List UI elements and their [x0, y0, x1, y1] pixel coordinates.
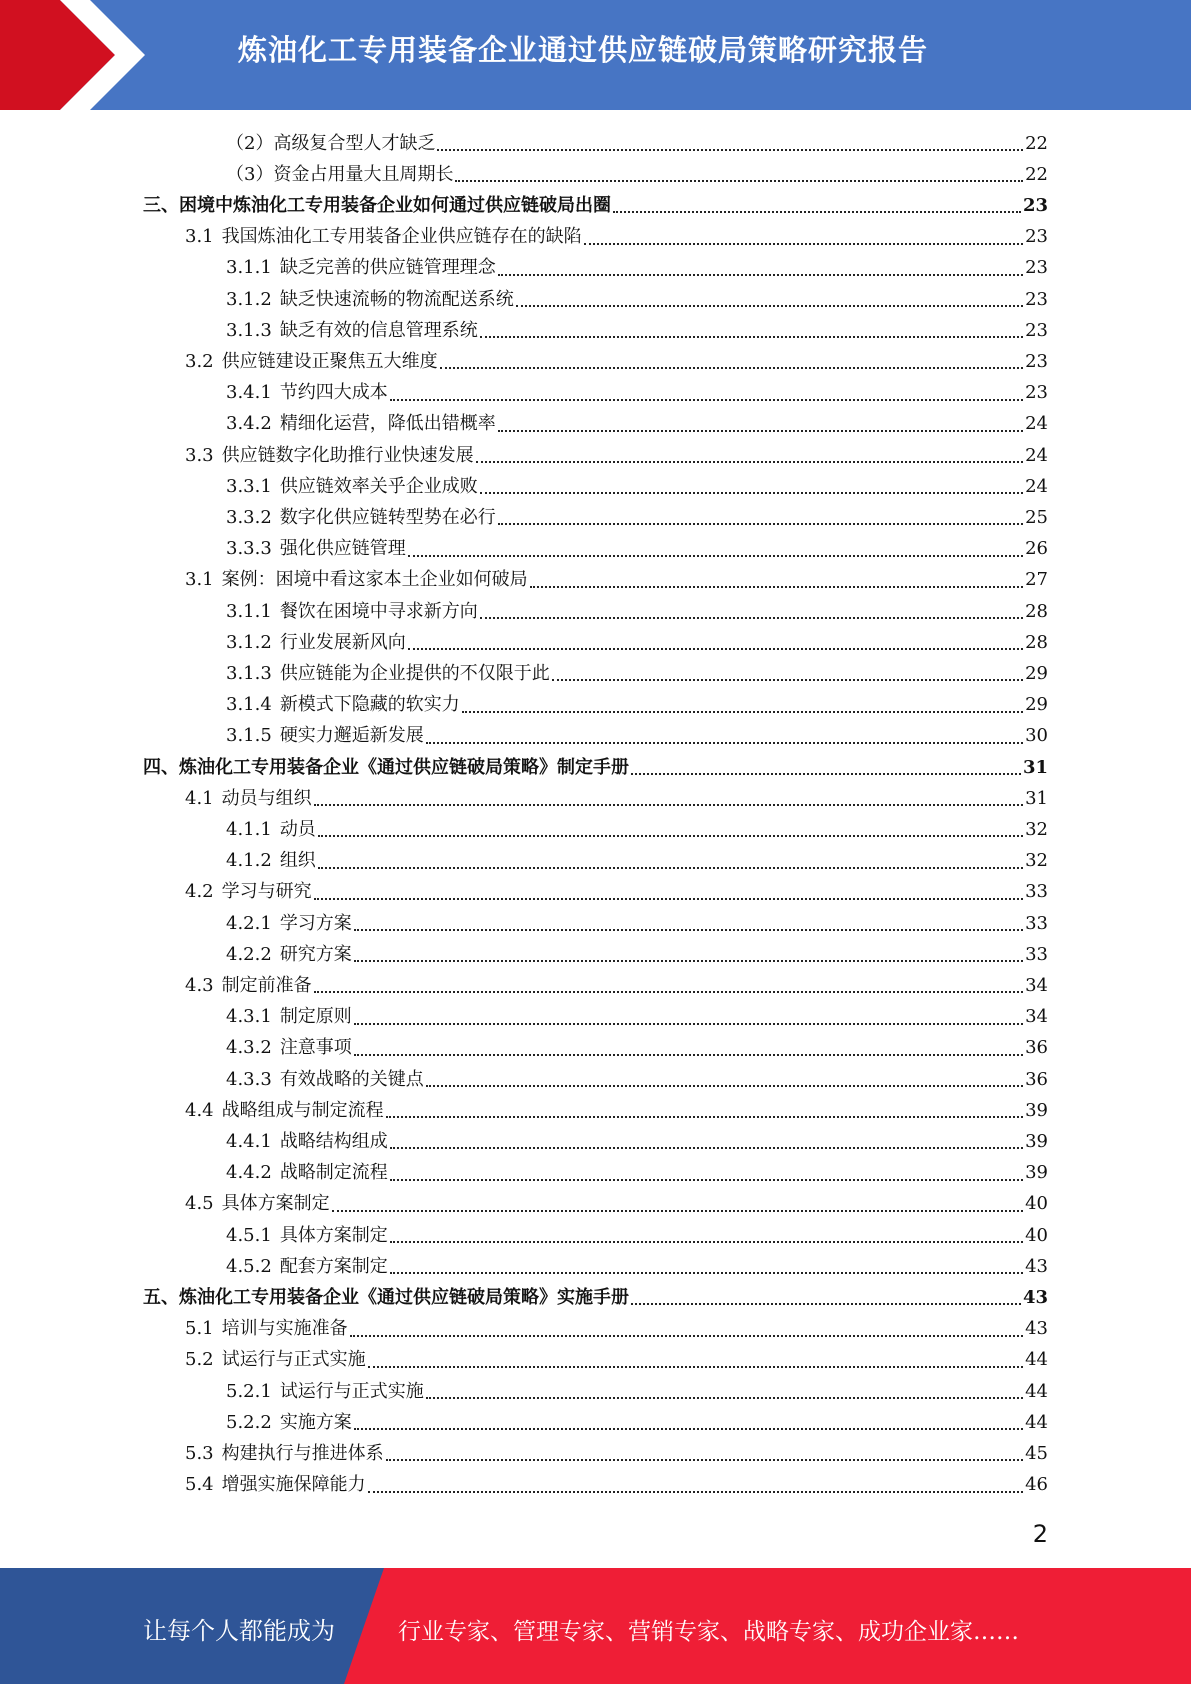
toc-entry-page: 23	[1025, 319, 1048, 341]
toc-dot-leader	[332, 1210, 1023, 1212]
toc-entry-page: 23	[1025, 226, 1048, 248]
toc-dot-leader	[530, 586, 1023, 588]
toc-entry-title: 供应链效率关乎企业成败	[279, 475, 478, 497]
toc-entry-number: 3.4.2	[226, 413, 272, 435]
toc-entry-page: 34	[1025, 974, 1048, 996]
toc-entry[interactable]	[185, 1189, 1048, 1220]
toc-entry-title: 组织	[279, 850, 316, 872]
toc-entry-number: 3.3.2	[226, 506, 272, 528]
toc-entry-title: 学习方案	[279, 912, 352, 934]
toc-dot-leader	[408, 555, 1023, 557]
toc-dot-leader	[498, 430, 1023, 432]
toc-entry-title: 具体方案制定	[279, 1224, 388, 1246]
toc-entry[interactable]	[226, 1220, 1048, 1251]
toc-dot-leader	[368, 1491, 1023, 1493]
toc-entry-number: 3.1.1	[226, 600, 272, 622]
toc-entry[interactable]	[226, 658, 1048, 689]
toc-dot-leader	[584, 243, 1023, 245]
toc-entry[interactable]	[185, 1470, 1048, 1501]
toc-dot-leader	[440, 367, 1023, 369]
toc-entry-number: 4.2	[185, 881, 214, 903]
toc-entry-number: 5.4	[185, 1474, 214, 1496]
toc-entry-page: 33	[1025, 943, 1048, 965]
toc-dot-leader	[426, 1397, 1023, 1399]
toc-dot-leader	[631, 1303, 1021, 1305]
toc-dot-leader	[613, 211, 1021, 213]
toc-dot-leader	[480, 492, 1023, 494]
toc-entry-title: 试运行与正式实施	[221, 1349, 366, 1371]
toc-entry[interactable]	[185, 877, 1048, 908]
toc-entry-page: 34	[1025, 1006, 1048, 1028]
toc-entry[interactable]	[185, 970, 1048, 1001]
toc-entry-number: 4.2.1	[226, 912, 272, 934]
toc-entry-page: 31	[1022, 756, 1048, 778]
toc-entry-title: 餐饮在困境中寻求新方向	[279, 600, 478, 622]
toc-entry-page: 25	[1025, 506, 1048, 528]
toc-entry[interactable]	[226, 409, 1048, 440]
toc-entry[interactable]	[226, 721, 1048, 752]
toc-entry-page: 32	[1025, 850, 1048, 872]
toc-entry[interactable]	[185, 440, 1048, 471]
toc-entry-title: 五、炼油化工专用装备企业《通过供应链破局策略》实施手册	[143, 1286, 629, 1308]
toc-entry-page: 39	[1025, 1162, 1048, 1184]
toc-entry-title: 供应链能为企业提供的不仅限于此	[279, 662, 550, 684]
toc-entry-page: 29	[1025, 662, 1048, 684]
toc-dot-leader	[426, 1085, 1023, 1087]
toc-dot-leader	[480, 336, 1023, 338]
toc-entry-number: 4.3.2	[226, 1037, 272, 1059]
toc-entry-number: 3.3.3	[226, 538, 272, 560]
toc-entry-page: 23	[1025, 257, 1048, 279]
toc-entry-page: 32	[1025, 818, 1048, 840]
toc-dot-leader	[462, 711, 1023, 713]
toc-entry-number: 4.5.1	[226, 1224, 272, 1246]
toc-entry[interactable]	[226, 1407, 1048, 1438]
toc-entry-title: 硬实力邂逅新发展	[279, 725, 424, 747]
toc-entry-title: 缺乏快速流畅的物流配送系统	[279, 288, 514, 310]
toc-entry-number: 3.4.1	[226, 382, 272, 404]
toc-entry[interactable]	[226, 1033, 1048, 1064]
toc-entry-page: 24	[1025, 475, 1048, 497]
toc-entry[interactable]	[226, 315, 1048, 346]
toc-entry[interactable]	[226, 128, 1048, 159]
toc-entry-page: 40	[1025, 1224, 1048, 1246]
toc-dot-leader	[314, 991, 1023, 993]
toc-entry-number: 4.1	[185, 787, 214, 809]
toc-dot-leader	[318, 835, 1023, 837]
toc-entry-title: 有效战略的关键点	[279, 1068, 424, 1090]
toc-entry-page: 31	[1025, 787, 1048, 809]
toc-entry-title: 试运行与正式实施	[279, 1380, 424, 1402]
report-title: 炼油化工专用装备企业通过供应链破局策略研究报告	[238, 33, 929, 67]
toc-entry-title: 数字化供应链转型势在必行	[279, 506, 496, 528]
toc-dot-leader	[498, 523, 1023, 525]
toc-entry[interactable]	[226, 284, 1048, 315]
toc-entry-number: 3.3.1	[226, 475, 272, 497]
toc-entry-number: 4.1.2	[226, 850, 272, 872]
toc-entry[interactable]	[226, 1251, 1048, 1282]
toc-dot-leader	[354, 1428, 1023, 1430]
toc-entry-number: 5.2.2	[226, 1411, 272, 1433]
footer-roles: 行业专家、管理专家、营销专家、战略专家、成功企业家……	[398, 1619, 1019, 1645]
toc-entry-number: 5.3	[185, 1442, 214, 1464]
toc-entry-number: 5.1	[185, 1318, 214, 1340]
toc-dot-leader	[354, 1023, 1023, 1025]
toc-entry-page: 23	[1022, 194, 1048, 216]
toc-entry-number: 3.1	[185, 226, 214, 248]
toc-entry[interactable]	[143, 190, 1048, 221]
toc-entry-page: 43	[1025, 1255, 1048, 1277]
toc-entry-number: 3.1.3	[226, 319, 272, 341]
toc-entry-title: 案例：困境中看这家本土企业如何破局	[221, 569, 528, 591]
toc-entry-number: 3.2	[185, 350, 214, 372]
toc-entry-number: 5.2.1	[226, 1380, 272, 1402]
toc-dot-leader	[314, 898, 1023, 900]
toc-entry[interactable]	[185, 1314, 1048, 1345]
toc-entry-page: 44	[1025, 1411, 1048, 1433]
toc-entry-page: 43	[1025, 1318, 1048, 1340]
toc-entry-title: 动员与组织	[221, 787, 312, 809]
toc-entry-number: 5.2	[185, 1349, 214, 1371]
toc-entry-title: 注意事项	[279, 1037, 352, 1059]
toc-entry[interactable]	[143, 1282, 1048, 1313]
toc-entry-page: 28	[1025, 631, 1048, 653]
toc-entry-title: 制定前准备	[221, 974, 312, 996]
toc-entry[interactable]	[226, 1064, 1048, 1095]
toc-entry-page: 44	[1025, 1380, 1048, 1402]
toc-dot-leader	[408, 648, 1023, 650]
toc-entry[interactable]	[185, 783, 1048, 814]
toc-entry-title: 动员	[279, 818, 316, 840]
toc-entry-title: 战略制定流程	[279, 1162, 388, 1184]
toc-entry-title: 我国炼油化工专用装备企业供应链存在的缺陷	[221, 226, 582, 248]
toc-entry-title: 增强实施保障能力	[221, 1474, 366, 1496]
toc-dot-leader	[498, 274, 1023, 276]
toc-dot-leader	[480, 617, 1023, 619]
toc-entry-number: 3.3	[185, 444, 214, 466]
toc-entry-page: 33	[1025, 912, 1048, 934]
toc-entry-page: 22	[1025, 132, 1048, 154]
toc-dot-leader	[354, 1054, 1023, 1056]
toc-entry[interactable]	[226, 534, 1048, 565]
toc-dot-leader	[368, 1366, 1023, 1368]
toc-entry-page: 39	[1025, 1130, 1048, 1152]
toc-entry[interactable]	[226, 596, 1048, 627]
toc-entry-title: （2）高级复合型人才缺乏	[226, 132, 436, 154]
toc-entry[interactable]	[226, 253, 1048, 284]
toc-entry-title: 学习与研究	[221, 881, 312, 903]
toc-entry-number: 4.4	[185, 1099, 214, 1121]
toc-entry-page: 40	[1025, 1193, 1048, 1215]
toc-dot-leader	[318, 867, 1023, 869]
toc-dot-leader	[350, 1335, 1023, 1337]
toc-entry-title: 三、困境中炼油化工专用装备企业如何通过供应链破局出圈	[143, 194, 611, 216]
toc-entry-page: 28	[1025, 600, 1048, 622]
toc-entry[interactable]	[226, 814, 1048, 845]
toc-entry-title: 战略结构组成	[279, 1130, 388, 1152]
toc-entry[interactable]	[226, 846, 1048, 877]
toc-dot-leader	[354, 929, 1023, 931]
toc-entry-page: 22	[1025, 163, 1048, 185]
toc-entry-page: 27	[1025, 569, 1048, 591]
footer-banner	[0, 1568, 1191, 1684]
toc-dot-leader	[552, 679, 1023, 681]
toc-entry-number: 3.1.2	[226, 631, 272, 653]
toc-dot-leader	[631, 773, 1021, 775]
toc-entry-title: 具体方案制定	[221, 1193, 330, 1215]
toc-entry-number: 4.3	[185, 974, 214, 996]
toc-entry-number: 4.1.1	[226, 818, 272, 840]
toc-entry[interactable]	[226, 1002, 1048, 1033]
toc-entry-number: 4.4.2	[226, 1162, 272, 1184]
toc-entry[interactable]	[185, 1438, 1048, 1469]
toc-entry-title: 四、炼油化工专用装备企业《通过供应链破局策略》制定手册	[143, 756, 629, 778]
toc-entry-number: 3.1	[185, 569, 214, 591]
toc-dot-leader	[426, 742, 1023, 744]
toc-entry-page: 23	[1025, 288, 1048, 310]
toc-entry[interactable]	[226, 908, 1048, 939]
toc-dot-leader	[476, 461, 1023, 463]
toc-dot-leader	[314, 804, 1023, 806]
toc-entry[interactable]	[185, 565, 1048, 596]
toc-entry[interactable]	[226, 378, 1048, 409]
toc-entry[interactable]	[226, 471, 1048, 502]
toc-entry-title: 供应链建设正聚焦五大维度	[221, 350, 438, 372]
toc-dot-leader	[516, 305, 1023, 307]
toc-entry-page: 46	[1025, 1474, 1048, 1496]
header-banner	[0, 0, 1191, 110]
toc-entry-title: 研究方案	[279, 943, 352, 965]
toc-entry-number: 4.4.1	[226, 1130, 272, 1152]
toc-entry-title: 缺乏完善的供应链管理理念	[279, 257, 496, 279]
toc-entry-title: 缺乏有效的信息管理系统	[279, 319, 478, 341]
toc-entry-page: 23	[1025, 382, 1048, 404]
toc-entry-page: 26	[1025, 538, 1048, 560]
toc-entry-number: 3.1.2	[226, 288, 272, 310]
toc-entry-page: 29	[1025, 694, 1048, 716]
toc-entry-title: 培训与实施准备	[221, 1318, 348, 1340]
toc-entry-number: 3.1.1	[226, 257, 272, 279]
toc-entry[interactable]	[226, 690, 1048, 721]
toc-entry-title: 行业发展新风向	[279, 631, 406, 653]
toc-entry-title: 新模式下隐藏的软实力	[279, 694, 460, 716]
toc-dot-leader	[354, 960, 1023, 962]
toc-entry-title: 供应链数字化助推行业快速发展	[221, 444, 474, 466]
toc-entry-page: 39	[1025, 1099, 1048, 1121]
toc-entry-number: 4.5.2	[226, 1255, 272, 1277]
toc-entry-page: 30	[1025, 725, 1048, 747]
toc-entry-title: 实施方案	[279, 1411, 352, 1433]
toc-entry-number: 4.2.2	[226, 943, 272, 965]
toc-entry-page: 43	[1022, 1286, 1048, 1308]
toc-entry[interactable]	[226, 1158, 1048, 1189]
toc-dot-leader	[455, 180, 1023, 182]
footer-slogan: 让每个人都能成为	[143, 1617, 335, 1645]
toc-dot-leader	[390, 399, 1023, 401]
toc-entry[interactable]	[226, 1376, 1048, 1407]
toc-entry-title: 精细化运营，降低出错概率	[279, 413, 496, 435]
toc-entry[interactable]	[143, 752, 1048, 783]
toc-entry[interactable]	[226, 502, 1048, 533]
toc-entry[interactable]	[226, 627, 1048, 658]
toc-entry-page: 44	[1025, 1349, 1048, 1371]
toc-entry-title: 战略组成与制定流程	[221, 1099, 384, 1121]
toc-dot-leader	[390, 1241, 1023, 1243]
toc-entry-number: 4.3.3	[226, 1068, 272, 1090]
toc-entry-page: 33	[1025, 881, 1048, 903]
toc-entry-number: 3.1.4	[226, 694, 272, 716]
toc-entry[interactable]	[185, 1345, 1048, 1376]
toc-entry-page: 36	[1025, 1037, 1048, 1059]
toc-entry-page: 24	[1025, 444, 1048, 466]
toc-entry-title: （3）资金占用量大且周期长	[226, 163, 454, 185]
toc-entry[interactable]	[226, 939, 1048, 970]
toc-dot-leader	[390, 1179, 1023, 1181]
toc-entry-title: 强化供应链管理	[279, 538, 406, 560]
toc-entry-title: 制定原则	[279, 1006, 352, 1028]
toc-dot-leader	[386, 1459, 1023, 1461]
toc-dot-leader	[390, 1147, 1023, 1149]
toc-entry-number: 3.1.5	[226, 725, 272, 747]
toc-entry-title: 节约四大成本	[279, 382, 388, 404]
toc-entry-page: 45	[1025, 1442, 1048, 1464]
toc-entry-title: 配套方案制定	[279, 1255, 388, 1277]
toc-entry-title: 构建执行与推进体系	[221, 1442, 384, 1464]
toc-entry[interactable]	[226, 1126, 1048, 1157]
toc-dot-leader	[386, 1116, 1023, 1118]
toc-entry[interactable]	[185, 222, 1048, 253]
toc-entry-number: 3.1.3	[226, 662, 272, 684]
toc-entry-page: 36	[1025, 1068, 1048, 1090]
toc-dot-leader	[437, 149, 1023, 151]
toc-entry-number: 4.3.1	[226, 1006, 272, 1028]
toc-entry-number: 4.5	[185, 1193, 214, 1215]
toc-entry[interactable]	[185, 1095, 1048, 1126]
toc-entry[interactable]	[226, 159, 1048, 190]
toc-entry[interactable]	[185, 346, 1048, 377]
toc-entry-page: 24	[1025, 413, 1048, 435]
toc-dot-leader	[390, 1272, 1023, 1274]
toc-entry-page: 23	[1025, 350, 1048, 372]
page-number: 2	[1032, 1520, 1048, 1548]
